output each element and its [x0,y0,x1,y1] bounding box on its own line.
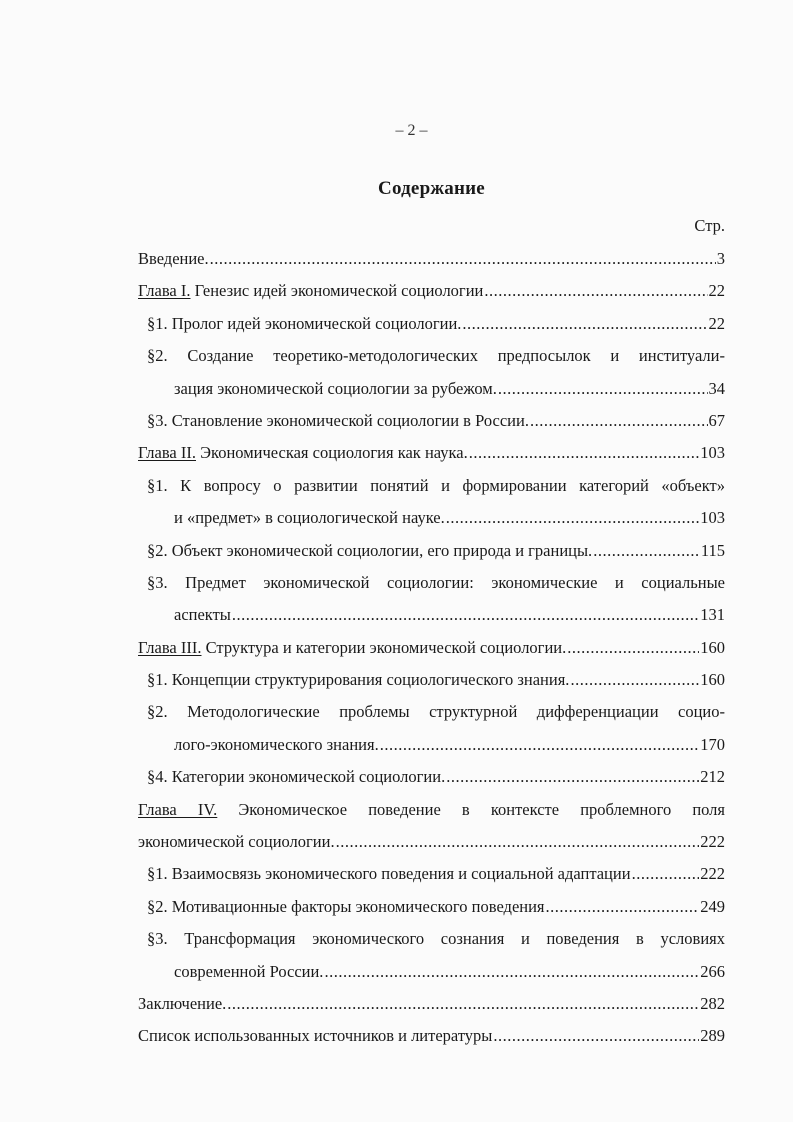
dot-leader [484,278,707,304]
dot-leader [498,376,708,402]
toc-entry-continuation [138,505,725,537]
toc-entry-label: §3. Трансформация экономического сознания и поведения в условиях [147,929,725,949]
toc-page-number: 3 [716,249,725,268]
table-of-contents [138,246,725,1056]
chapter-title: Экономическая социология как наука. [196,443,468,463]
toc-entry-text [138,246,209,272]
toc-entry-text [147,473,725,499]
dot-leader [462,311,707,337]
toc-entry-text [147,699,725,725]
toc-page-number: 160 [700,637,725,657]
dot-leader [446,505,699,531]
toc-entry-label: §4. Категории экономической социологии. [147,767,446,787]
toc-entry [138,861,725,893]
toc-entry [138,1023,725,1055]
dot-leader [232,602,699,628]
toc-entry-text [147,570,725,596]
dot-leader [530,408,708,434]
dot-leader [336,829,700,855]
dot-leader [567,635,699,661]
toc-chapter [138,278,725,310]
toc-entry [138,408,725,440]
toc-chapter-text [138,278,483,304]
toc-chapter [138,440,725,472]
dot-leader [546,894,700,920]
toc-page-number: 103 [700,443,725,463]
toc-entry [138,667,725,699]
toc-entry-label: лого-экономического знания. [174,734,379,754]
toc-page-number: 170 [700,734,725,754]
toc-entry-continuation [138,732,725,764]
toc-entry-text [147,408,529,434]
toc-entry-text [174,602,231,628]
chapter-title: Генезис идей экономической социологии [190,281,484,301]
toc-chapter [138,635,725,667]
dot-leader [324,959,699,985]
toc-entry-text [147,311,461,337]
toc-page-number: 282 [700,993,725,1013]
toc-entry-text [147,861,631,887]
chapter-title: Структура и категории экономической социологии. [201,637,567,657]
toc-entry [138,246,725,278]
toc-entry [138,473,725,505]
toc-entry-label: §2. Объект экономической социологии, его природа и границы. [147,540,593,560]
toc-entry [138,570,725,602]
page-column-label: Стр. [694,216,725,235]
toc-entry-continuation [138,959,725,991]
toc-entry-label: экономической социологии. [138,832,335,852]
toc-page-number: 160 [700,670,725,690]
toc-title: Содержание [378,178,485,199]
toc-page-number: 289 [700,1026,725,1046]
toc-page-number: 249 [700,896,725,916]
toc-entry-label: §3. Становление экономической социологии в России. [147,410,529,430]
toc-entry-label: §1. Взаимосвязь экономического поведения и социальной адаптации [147,864,631,884]
toc-entry-label: §1. К вопросу о развитии понятий и формировании категорий «объект» [147,475,725,495]
toc-entry-label: и «предмет» в социологической науке. [174,508,445,528]
toc-entry [138,699,725,731]
toc-entry-text [147,343,725,369]
toc-entry [138,894,725,926]
toc-entry-label: зация экономической социологии за рубежом. [174,378,497,398]
dot-leader [632,861,700,887]
toc-page-number: 22 [708,313,725,333]
toc-page-number: 115 [700,540,725,560]
dot-leader [493,1023,699,1049]
dot-leader [593,538,700,564]
toc-page-number: 222 [700,864,725,884]
toc-entry [138,991,725,1023]
chapter-label: Глава IV. [138,799,218,819]
toc-entry-text [138,829,335,855]
toc-entry-label: Экономическое поведение в контексте проблемного поля [217,799,726,819]
toc-entry-text [147,926,725,952]
toc-entry-label: §2. Мотивационные факторы экономического поведения [147,896,545,916]
toc-entry-label: Заключение. [138,993,227,1013]
toc-page-number: 212 [700,767,725,787]
toc-entry-label: Список использованных источников и литературы [138,1026,493,1046]
toc-entry-label: §3. Предмет экономической социологии: экономические и социальные [147,572,725,592]
dot-leader [210,246,716,272]
toc-entry-text [147,894,545,920]
toc-entry-text [174,732,379,758]
toc-entry-text [138,1023,492,1049]
toc-page-number: 131 [700,605,725,625]
toc-page-number: 22 [708,281,725,301]
toc-page-number: 222 [700,832,725,852]
toc-entry-text [138,991,226,1017]
toc-entry [138,343,725,375]
toc-chapter [138,797,725,829]
dot-leader [446,764,699,790]
toc-entry-text [147,667,569,693]
toc-page-number: 34 [708,378,725,398]
dot-leader [227,991,699,1017]
toc-entry [138,764,725,796]
toc-page-number: 103 [700,508,725,528]
toc-entry-continuation [138,602,725,634]
toc-entry-label: Введение. [138,249,209,268]
toc-chapter-text [138,635,566,661]
toc-chapter-text [138,440,468,466]
chapter-label: Глава I. [138,281,191,301]
chapter-label: Глава II. [138,443,196,463]
toc-entry-text [147,538,592,564]
toc-page-number: 67 [708,410,725,430]
chapter-label: Глава III. [138,637,202,657]
toc-entry-text [174,376,497,402]
toc-entry-text [174,959,323,985]
dot-leader [469,440,700,466]
page-number: – 2 – [395,122,428,139]
toc-entry-continuation [138,376,725,408]
toc-entry-label: аспекты [174,605,231,625]
toc-entry [138,311,725,343]
toc-entry-label: современной России. [174,961,324,981]
toc-entry [138,538,725,570]
toc-entry-label: §2. Методологические проблемы структурной дифференциации социо- [147,702,725,722]
dot-leader [380,732,700,758]
toc-entry-continuation [138,829,725,861]
toc-entry-label: §2. Создание теоретико-методологических предпосылок и институали- [147,346,725,366]
toc-entry [138,926,725,958]
toc-entry-text [138,797,725,823]
toc-page-number: 266 [700,961,725,981]
toc-entry-label: §1. Концепции структурирования социологического знания. [147,670,570,690]
toc-entry-text [174,505,445,531]
toc-entry-label: §1. Пролог идей экономической социологии. [147,313,462,333]
toc-entry-text [147,764,445,790]
dot-leader [570,667,699,693]
